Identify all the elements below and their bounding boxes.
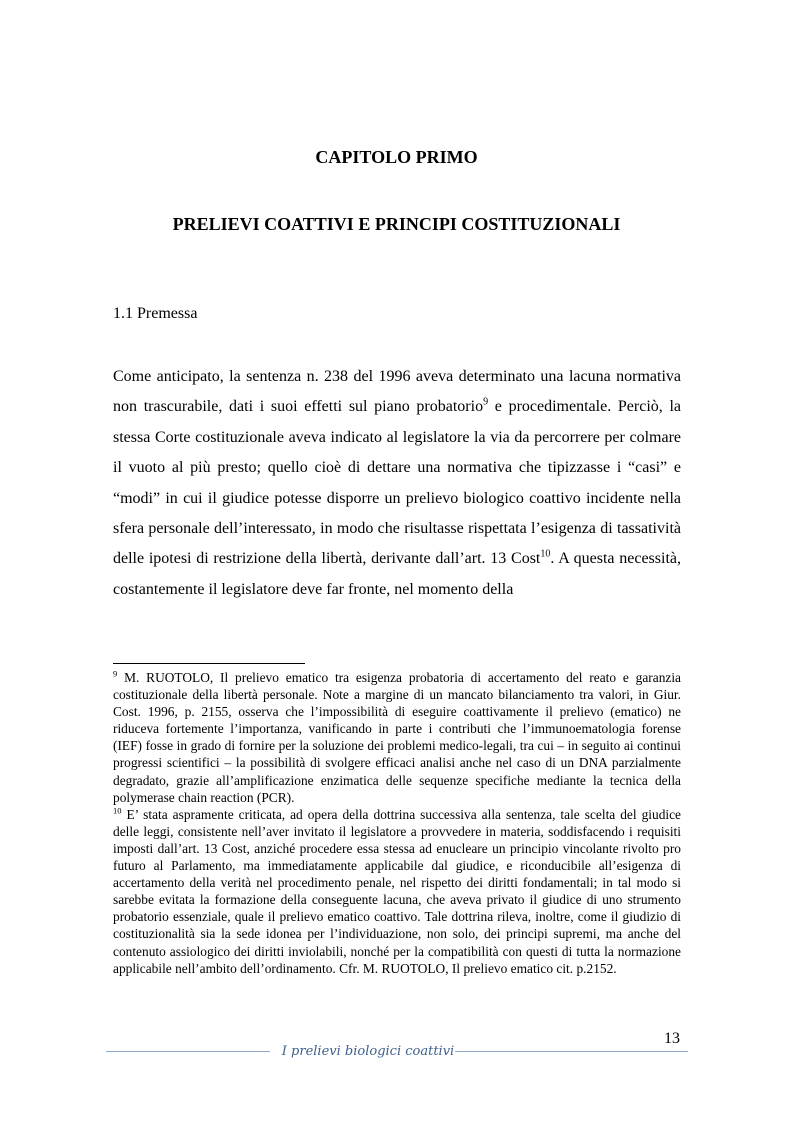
footer-rule-right (455, 1051, 688, 1052)
body-text-part-3: . A questa necessità, costantemente il legislatore deve far fronte, nel momento della (113, 550, 681, 598)
footnote-separator (113, 663, 305, 664)
body-paragraph (113, 362, 681, 605)
footnotes (113, 669, 681, 977)
section-heading: 1.1 Premessa (113, 305, 198, 322)
footnote-text: E’ stata aspramente criticata, ad opera della dottrina successiva alla sentenza, tale scelta del giudice delle leggi, consistente nell’aver invitato il legislatore a provvedere in materia, soddisfacendo i requisiti imposti dall’art. 13 Cost, anziché procedere essa stessa ad enucleare un principio vincolante rivolto pro futuro al Parlamento, ma immediatamente applicabile dal giudice, e riconducibile all’esigenza di accertamento della verità nel procedimento penale, nel rispetto dei diritti fondamentali; in tal modo si sarebbe evitata la formazione della conseguente lacuna, che aveva privato il giudice di uno strumento probatorio essenziale, quale il prelievo ematico coattivo. Tale dottrina rileva, inoltre, come il giudizio di costituzionalità sia la sede idonea per l’individuazione, non solo, dei principi supremi, ma anche del contenuto assiologico dei diritti inviolabili, nonché per la compatibilità con questi di tutta la normazione applicabile nell’ambito dell’ordinamento. Cfr. M. RUOTOLO, Il prelievo ematico cit. p.2152. (113, 806, 681, 976)
running-title: I prelievi biologici coattivi (281, 1044, 455, 1059)
footnote-9 (113, 669, 681, 806)
footnote-text: M. RUOTOLO, Il prelievo ematico tra esigenza probatoria di accertamento del reato e garanzia costituzionale della libertà personale. Note a margine di un mancato bilanciamento tra valori, in Giur. Cost. 1996, p. 2155, osserva che l’impossibilità di eseguire coattivamente il prelievo (ematico) ne riduceva fortemente l’importanza, vanificando in parte i contributi che l’immunoematologia forense (IEF) fosse in grado di fornire per la soluzione dei problemi medico-legali, tra cui – in seguito ai continui progressi scientifici – la possibilità di svolgere efficaci analisi anche nel caso di un DNA parzialmente degradato, grazie all’amplificazione enzimatica delle sequenze specifiche mediante la tecnica della polymerase chain reaction (PCR). (113, 670, 681, 805)
footnote-ref-9[interactable]: 9 (483, 397, 489, 409)
body-text-part-2: e procedimentale. Perciò, la stessa Corte costituzionale aveva indicato al legislatore la via da percorrere per colmare il vuoto al più presto; quello cioè di dettare una normativa che tipizzasse i “casi” e “modi” in cui il giudice potesse disporre un prelievo biologico coattivo incidente nella sfera personale dell’interessato, in modo che risultasse rispettata l’esigenza di tassatività delle ipotesi di restrizione della libertà, derivante dall’art. 13 Cost (113, 398, 681, 568)
footnote-number: 9 (113, 668, 118, 679)
footer-rule-left (106, 1051, 270, 1052)
chapter-label: CAPITOLO PRIMO (315, 147, 478, 167)
running-footer (106, 1042, 688, 1062)
footnote-ref-10[interactable]: 10 (540, 549, 551, 561)
page-number: 13 (664, 1030, 680, 1047)
body-text-part-1: Come anticipato, la sentenza n. 238 del 1996 aveva determinato una lacuna normativa non trascurabile, dati i suoi effetti sul piano probatorio (113, 368, 681, 416)
footnote-number: 10 (113, 805, 122, 816)
footnote-10 (113, 806, 681, 977)
chapter-title: PRELIEVI COATTIVI E PRINCIPI COSTITUZIONALI (172, 214, 621, 234)
